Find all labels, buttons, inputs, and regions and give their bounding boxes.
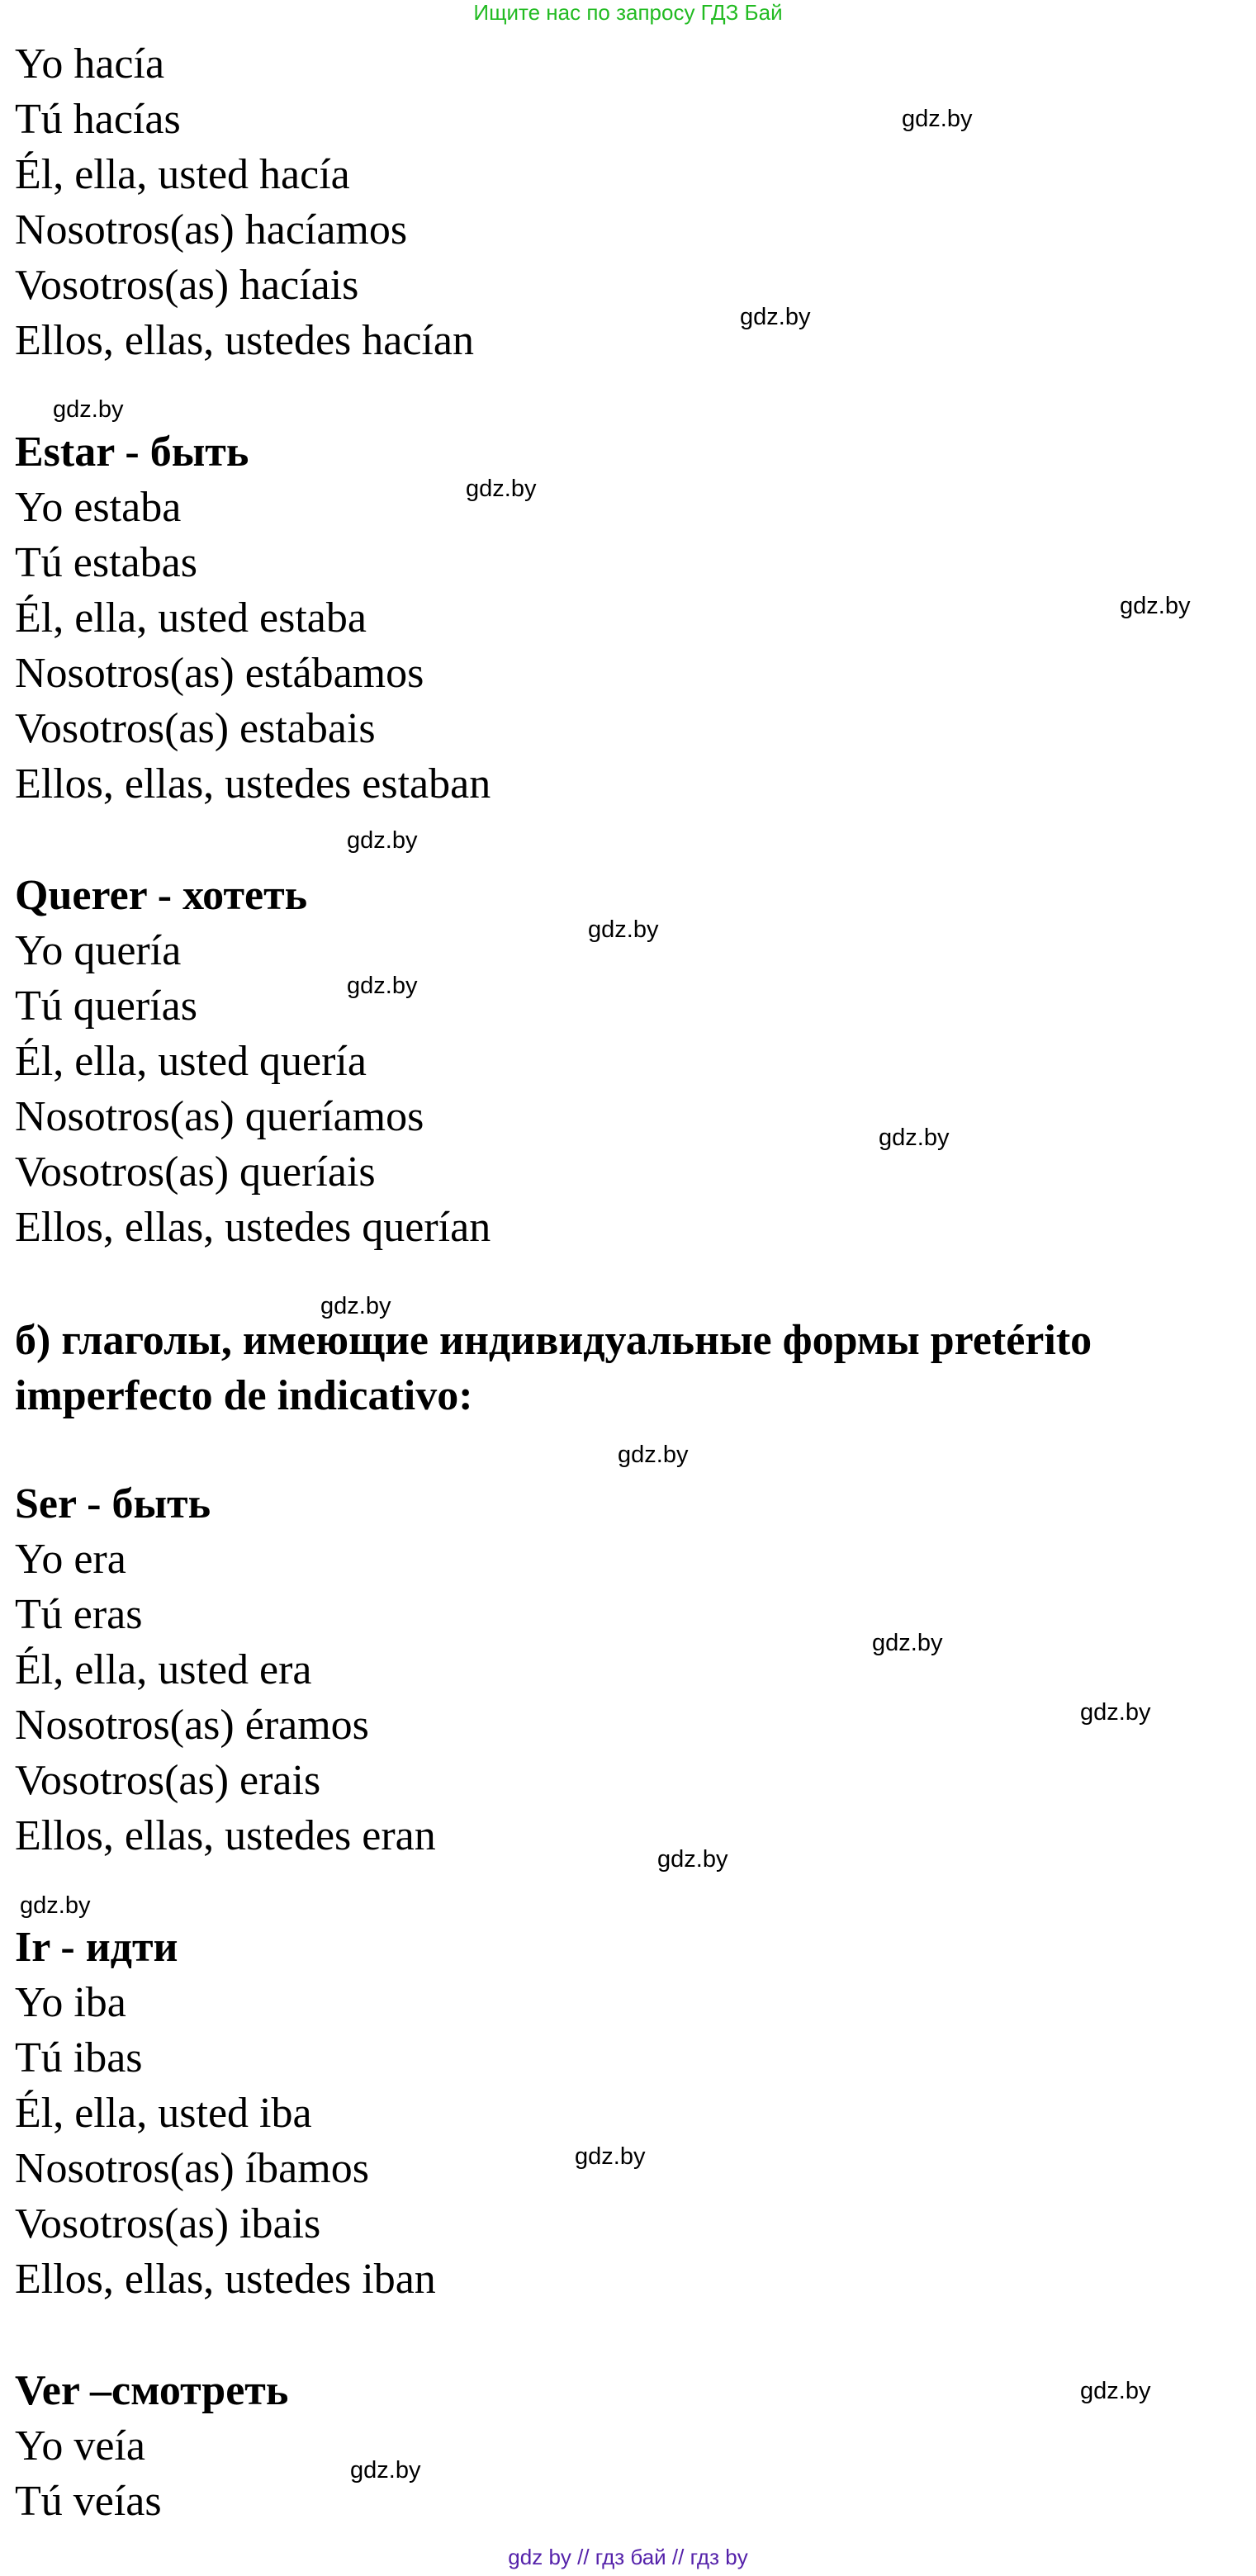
section-heading-b: б) глаголы, имеющие индивидуальные формы pretérito	[15, 1317, 1092, 1364]
watermark: gdz.by	[1080, 2378, 1151, 2404]
conjugation-line: Tú querías	[15, 983, 197, 1030]
conjugation-line: Ellos, ellas, ustedes querían	[15, 1204, 491, 1251]
conjugation-line: Tú ibas	[15, 2034, 143, 2081]
watermark: gdz.by	[466, 476, 537, 502]
conjugation-line: Vosotros(as) hacíais	[15, 262, 359, 309]
verb-heading-ir: Ir - идти	[15, 1924, 178, 1971]
watermark: gdz.by	[872, 1630, 943, 1656]
watermark: gdz.by	[740, 304, 811, 330]
verb-heading-ver: Ver –смотреть	[15, 2367, 289, 2414]
conjugation-line: Él, ella, usted era	[15, 1646, 312, 1693]
verb-heading-ser: Ser - быть	[15, 1480, 211, 1527]
conjugation-line: Vosotros(as) erais	[15, 1757, 321, 1804]
conjugation-line: Yo hacía	[15, 40, 165, 88]
watermark: gdz.by	[588, 916, 659, 943]
conjugation-line: Tú veías	[15, 2478, 162, 2525]
conjugation-line: Vosotros(as) queríais	[15, 1148, 376, 1196]
watermark: gdz.by	[1120, 593, 1191, 619]
conjugation-line: Yo era	[15, 1536, 126, 1583]
conjugation-line: Ellos, ellas, ustedes estaban	[15, 760, 491, 807]
conjugation-line: Nosotros(as) estábamos	[15, 650, 424, 697]
watermark: gdz.by	[575, 2143, 646, 2170]
watermark: gdz.by	[902, 106, 973, 132]
watermark: gdz.by	[20, 1892, 91, 1919]
watermark: gdz.by	[618, 1442, 689, 1468]
conjugation-line: Él, ella, usted quería	[15, 1038, 367, 1085]
footer-links[interactable]: gdz by // гдз бай // гдз by	[508, 2545, 748, 2569]
conjugation-line: Nosotros(as) hacíamos	[15, 206, 408, 253]
section-heading-b-continued: imperfecto de indicativo:	[15, 1372, 473, 1419]
conjugation-line: Vosotros(as) ibais	[15, 2200, 321, 2247]
conjugation-line: Ellos, ellas, ustedes eran	[15, 1812, 436, 1859]
conjugation-line: Tú eras	[15, 1591, 143, 1638]
conjugation-line: Tú estabas	[15, 539, 197, 586]
conjugation-line: Él, ella, usted iba	[15, 2090, 312, 2137]
conjugation-line: Yo iba	[15, 1979, 126, 2026]
conjugation-line: Yo quería	[15, 927, 182, 974]
conjugation-line: Vosotros(as) estabais	[15, 705, 376, 752]
verb-heading-querer: Querer - хотеть	[15, 872, 308, 919]
conjugation-line: Él, ella, usted estaba	[15, 594, 367, 642]
conjugation-line: Yo veía	[15, 2422, 145, 2469]
watermark: gdz.by	[320, 1293, 391, 1319]
conjugation-line: Yo estaba	[15, 484, 182, 531]
watermark: gdz.by	[53, 396, 124, 423]
conjugation-line: Ellos, ellas, ustedes hacían	[15, 317, 474, 364]
conjugation-line: Ellos, ellas, ustedes iban	[15, 2256, 436, 2303]
conjugation-line: Nosotros(as) queríamos	[15, 1093, 424, 1140]
watermark: gdz.by	[879, 1125, 950, 1151]
conjugation-line: Tú hacías	[15, 96, 181, 143]
conjugation-line: Nosotros(as) íbamos	[15, 2145, 369, 2192]
watermark: gdz.by	[347, 827, 418, 854]
conjugation-line: Él, ella, usted hacía	[15, 151, 350, 198]
verb-heading-estar: Estar - быть	[15, 429, 249, 476]
watermark: gdz.by	[1080, 1699, 1151, 1726]
watermark: gdz.by	[657, 1846, 728, 1873]
watermark: gdz.by	[350, 2457, 421, 2484]
top-banner[interactable]: Ищите нас по запросу ГДЗ Бай	[473, 0, 783, 25]
watermark: gdz.by	[347, 973, 418, 999]
conjugation-line: Nosotros(as) éramos	[15, 1702, 369, 1749]
